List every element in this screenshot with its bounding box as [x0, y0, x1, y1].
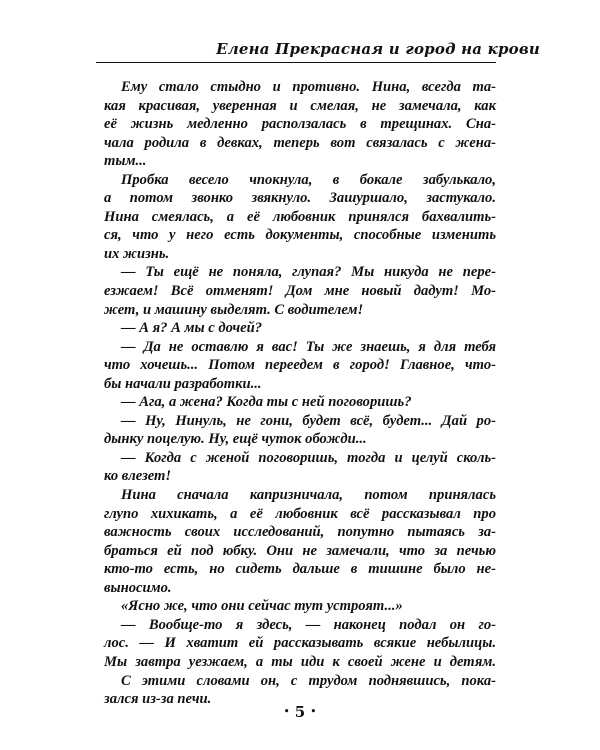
text-line: — Ага, а жена? Когда ты с ней поговоришь? — [121, 394, 412, 411]
text-line: зался из-за печи. — [104, 691, 212, 708]
folio-ornament-right: • — [310, 707, 317, 717]
text-line: Пробка весело чпокнула, в бокале забулькало, — [121, 171, 496, 188]
text-line: их жизнь. — [104, 245, 170, 262]
text-line: ся, что у него есть документы, способные изменить — [104, 227, 496, 244]
header-rule — [96, 62, 496, 63]
text-line: «Ясно же, что они сейчас тут устроят...» — [121, 598, 403, 615]
text-line: — Когда с женой поговоришь, тогда и целуй сколь- — [121, 449, 496, 466]
text-line: Ему стало стыдно и противно. Нина, всегда та- — [121, 79, 496, 95]
text-line: глупо хихикать, а её любовник всё рассказывал про — [104, 505, 496, 522]
text-line: выносимо. — [104, 579, 172, 596]
text-line: что хочешь... Потом переедем в город! Главное, что- — [104, 357, 496, 374]
text-line: — А я? А мы с дочей? — [121, 320, 263, 337]
text-line: Нина смеялась, а её любовник принялся бахвалить- — [104, 208, 496, 225]
text-line: — Ты ещё не поняла, глупая? Мы никуда не пере- — [121, 264, 496, 281]
text-line: Нина сначала капризничала, потом принялась — [121, 487, 496, 504]
text-line: дынку поцелую. Ну, ещё чуток обожди... — [104, 431, 367, 448]
text-line: лос. — И хватит ей рассказывать всякие небылицы. — [104, 635, 496, 652]
text-line: бы начали разработки... — [104, 375, 262, 392]
page-number-value: 5 — [294, 703, 306, 721]
running-head-title: Елена Прекрасная и город на крови — [216, 40, 540, 58]
text-line: браться ей под юбку. Они не замечали, что за печью — [104, 542, 496, 559]
text-line: — Ну, Нинуль, не гони, будет всё, будет... Дай ро- — [121, 412, 496, 429]
text-line: а потом звонко звякнуло. Зашуршало, застукало. — [104, 190, 496, 207]
text-line: важность своих исследований, попутно пытаясь за- — [104, 524, 496, 541]
folio-ornament-left: • — [283, 707, 290, 717]
text-line: кая красивая, уверенная и смелая, не замечала, как — [104, 97, 496, 114]
text-line: чала родила в девках, теперь вот связалась с жена- — [104, 134, 496, 151]
text-line: кто-то есть, но сидеть дальше в тишине было не- — [104, 561, 496, 578]
body-text — [104, 78, 496, 709]
text-line: тым... — [104, 153, 147, 170]
text-line: С этими словами он, с трудом поднявшись, пока- — [121, 672, 496, 689]
text-line: — Вообще-то я здесь, — наконец подал он го- — [121, 616, 496, 633]
page-number — [0, 703, 600, 721]
text-line: жет, и машину выделят. С водителем! — [104, 301, 364, 318]
text-line: ко влезет! — [104, 468, 172, 485]
text-line: Мы завтра уезжаем, а ты иди к своей жене и детям. — [104, 653, 496, 670]
text-line: — Да не оставлю я вас! Ты же знаешь, я для тебя — [121, 338, 496, 355]
text-line: её жизнь медленно расползалась в трещинах. Сна- — [104, 116, 496, 133]
text-line: езжаем! Всё отменят! Дом мне новый дадут! Мо- — [104, 283, 496, 300]
